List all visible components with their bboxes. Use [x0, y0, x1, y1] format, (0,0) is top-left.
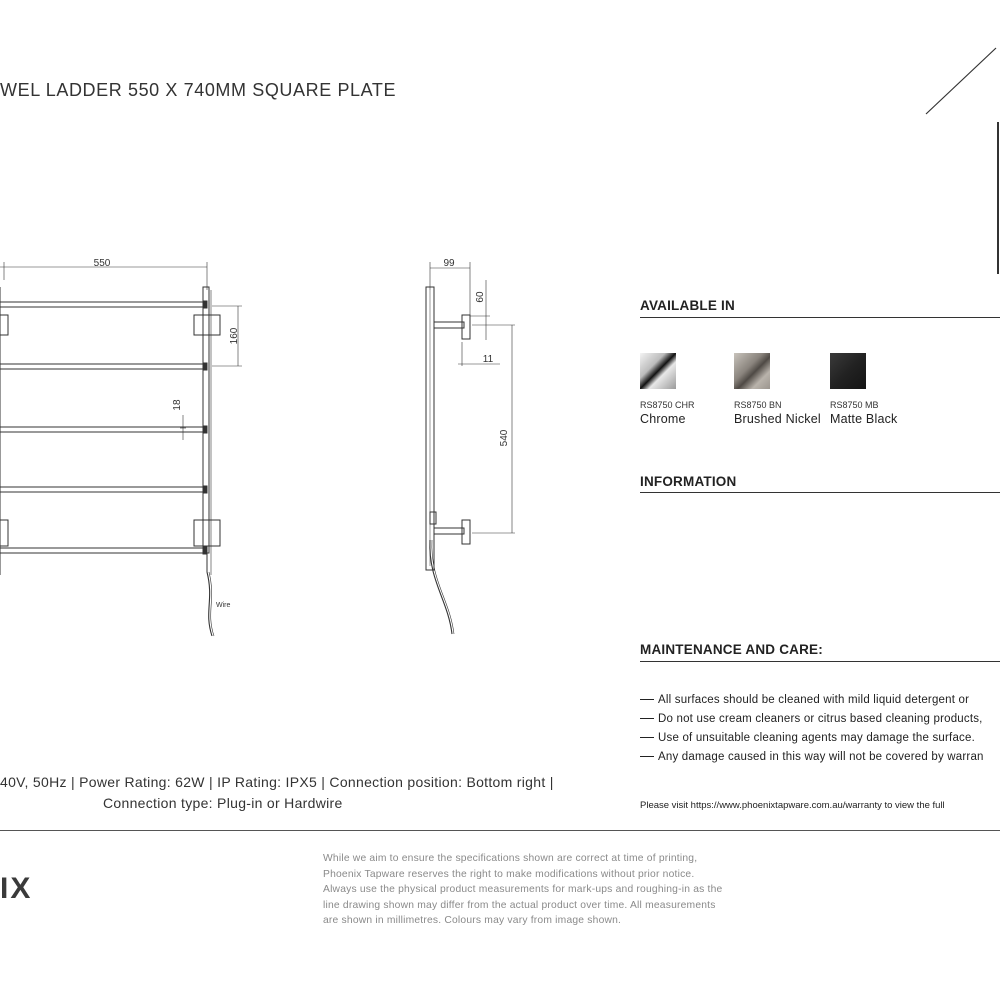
- corner-vertical-bar: [997, 122, 999, 274]
- finish-name-matte-black: Matte Black: [830, 412, 898, 426]
- specifications: [0, 772, 600, 814]
- chrome-swatch: [640, 353, 676, 389]
- corner-diagonal-line: [924, 46, 1000, 116]
- finish-code-chrome: RS8750 CHR: [640, 400, 695, 410]
- spec-line-2: Connection type: Plug-in or Hardwire: [103, 795, 343, 811]
- footer-rule: [0, 830, 1000, 831]
- bar-1: [0, 302, 206, 307]
- finish-name-brushed-nickel: Brushed Nickel: [734, 412, 821, 426]
- available-in-rule: [640, 317, 1000, 318]
- disclaimer-line: line drawing shown may differ from the actual product over time. All measurements: [323, 899, 716, 911]
- right-rail: [203, 287, 209, 553]
- disclaimer: [323, 851, 763, 929]
- brand-logo: IX: [0, 872, 33, 905]
- care-item: All surfaces should be cleaned with mild liquid detergent or: [640, 694, 969, 706]
- maintenance-heading: MAINTENANCE AND CARE:: [640, 642, 823, 657]
- finish-matte-black: [830, 353, 866, 389]
- bracket-dimension-label: 60: [475, 291, 486, 303]
- bar-5: [0, 548, 206, 553]
- bar-4: [0, 487, 206, 492]
- disclaimer-line: are shown in millimetres. Colours may vary from image shown.: [323, 915, 622, 926]
- offset-dimension-label: 11: [482, 354, 494, 365]
- available-in-heading: AVAILABLE IN: [640, 298, 735, 313]
- finish-name-chrome: Chrome: [640, 412, 686, 426]
- brushed-nickel-swatch: [734, 353, 770, 389]
- finish-code-matte-black: RS8750 MB: [830, 400, 879, 410]
- spec-line-1: 40V, 50Hz | Power Rating: 62W | IP Rating: IPX5 | Connection position: Bottom right |: [0, 774, 554, 790]
- top-right-bracket: [194, 315, 220, 335]
- care-item: Do not use cream cleaners or citrus based cleaning products,: [640, 713, 983, 725]
- matte-black-swatch: [830, 353, 866, 389]
- front-view: [0, 262, 242, 636]
- depth-dimension-label: 99: [443, 258, 455, 269]
- bottom-right-bracket: [194, 520, 220, 546]
- information-heading: INFORMATION: [640, 474, 737, 489]
- care-item: Use of unsuitable cleaning agents may damage the surface.: [640, 732, 975, 744]
- finish-code-brushed-nickel: RS8750 BN: [734, 400, 782, 410]
- width-dimension-label: 550: [93, 258, 111, 269]
- finish-brushed-nickel: [734, 353, 770, 389]
- information-rule: [640, 492, 1000, 493]
- spacing-dimension-label: 160: [229, 327, 240, 345]
- warranty-note: Please visit https://www.phoenixtapware.com.au/warranty to view the full: [640, 800, 945, 811]
- wire-label: Wire: [216, 602, 231, 609]
- bar-3: [0, 427, 206, 432]
- maintenance-rule: [640, 661, 1000, 662]
- top-left-bracket: [0, 315, 8, 335]
- disclaimer-line: Phoenix Tapware reserves the right to make modifications without prior notice.: [323, 868, 695, 880]
- finish-chrome: [640, 353, 676, 389]
- bar-2: [0, 364, 206, 369]
- care-item: Any damage caused in this way will not be covered by warran: [640, 751, 984, 763]
- height-dimension-label: 540: [499, 429, 510, 447]
- bottom-left-bracket: [0, 520, 8, 546]
- rail-dimension-label: 18: [172, 399, 183, 411]
- side-view: [426, 262, 515, 634]
- disclaimer-line: While we aim to ensure the specifications shown are correct at time of printing,: [323, 853, 698, 864]
- technical-drawing: [0, 240, 600, 660]
- product-title: WEL LADDER 550 X 740MM SQUARE PLATE: [0, 80, 397, 100]
- disclaimer-line: Always use the physical product measurements for mark-ups and roughing-in as the: [323, 884, 723, 895]
